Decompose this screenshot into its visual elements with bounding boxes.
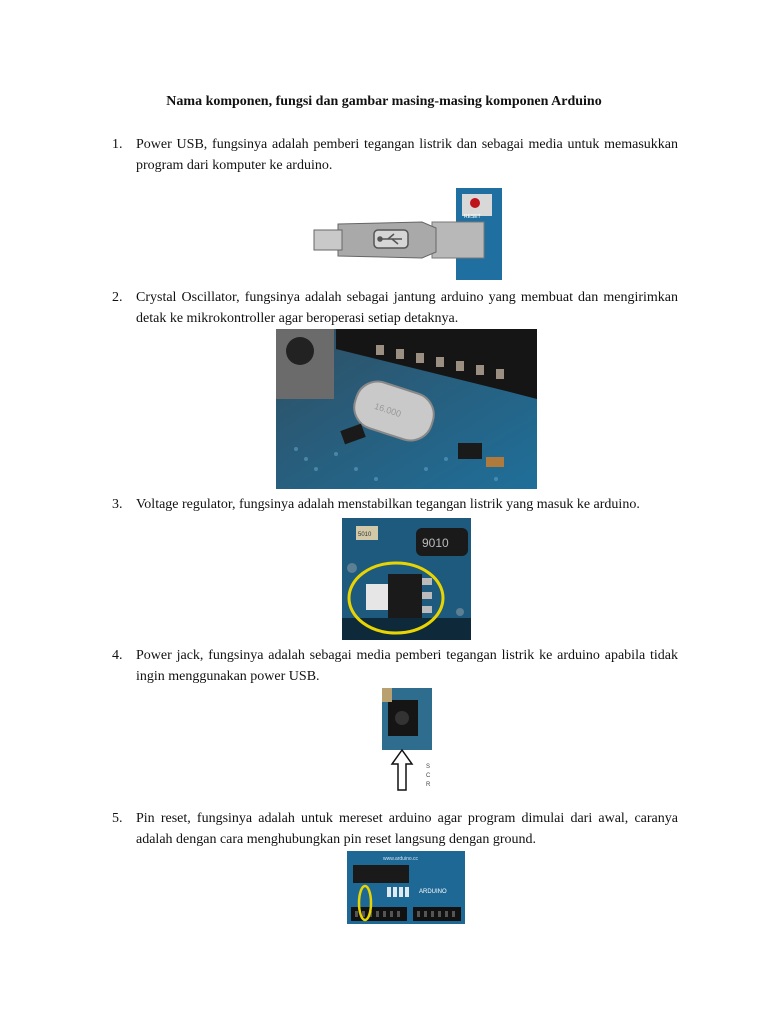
item-text: Power jack, fungsinya adalah sebagai media pemberi tegangan listrik ke arduino apabila tidak ingin menggunakan power USB. (136, 648, 678, 684)
item-number: 5. (112, 811, 123, 826)
board-label: ARDUINO (419, 889, 447, 895)
list-item-voltage-regulator (112, 494, 678, 515)
item-number: 1. (112, 137, 123, 152)
usb-plug-photo (310, 188, 502, 280)
item-number: 4. (112, 648, 123, 663)
list-item-power-usb (112, 134, 678, 176)
side-letters: S C R (426, 764, 431, 788)
voltage-regulator-photo (342, 518, 471, 640)
page-title: Nama komponen, fungsi dan gambar masing-masing komponen Arduino (166, 94, 602, 109)
list-item-crystal-oscillator (112, 287, 678, 329)
crystal-oscillator-photo (276, 329, 537, 489)
power-jack-photo (382, 688, 432, 792)
list-item-pin-reset (112, 808, 678, 850)
svg-text:9010: 9010 (422, 536, 449, 550)
crystal-marking: 16.000 (373, 401, 403, 420)
svg-text:www.arduino.cc: www.arduino.cc (383, 856, 419, 862)
item-text: Power USB, fungsinya adalah pemberi tegangan listrik dan sebagai media untuk memasukkan program dari komputer ke arduino. (136, 137, 678, 173)
item-text: Voltage regulator, fungsinya adalah menstabilkan tegangan listrik yang masuk ke arduino. (136, 497, 640, 512)
pin-reset-photo (347, 851, 465, 924)
item-number: 3. (112, 497, 123, 512)
reset-label: RESET (464, 214, 481, 220)
item-number: 2. (112, 290, 123, 305)
usb-symbol-icon (374, 230, 408, 248)
list-item-power-jack (112, 645, 678, 687)
item-text: Crystal Oscillator, fungsinya adalah sebagai jantung arduino yang membuat dan mengirimkan detak ke mikrokontroller agar beroperasi setiap detaknya. (136, 290, 678, 326)
regulator-marking: 5010 (358, 532, 372, 538)
item-text: Pin reset, fungsinya adalah untuk mereset arduino agar program dimulai dari awal, caranya adalah dengan cara menghubungkan pin reset langsung dengan ground. (136, 811, 678, 847)
